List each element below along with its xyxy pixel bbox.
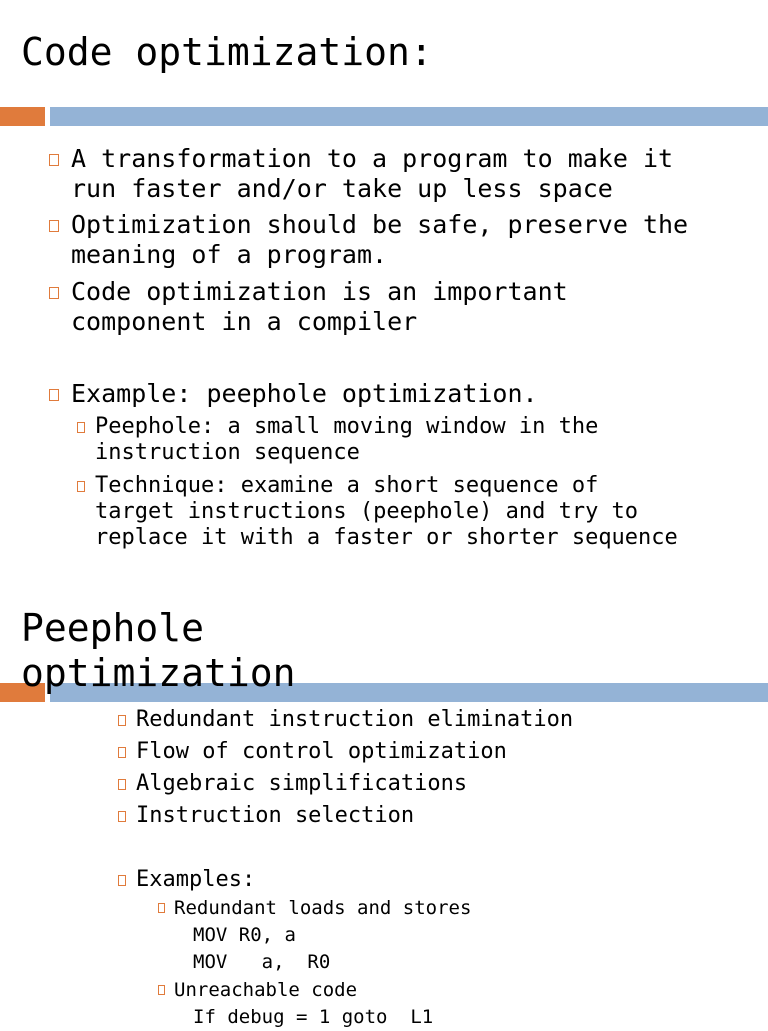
- sub-bullet-square-icon: [77, 481, 85, 492]
- slide1-bullet-1-line-2: run faster and/or take up less space: [71, 174, 613, 203]
- slide1-sub-bullet-2-line-2: target instructions (peephole) and try to: [95, 499, 639, 524]
- slide2-bullet-1: Redundant instruction elimination: [136, 707, 574, 732]
- slide1-accent-bar-blue: [50, 107, 768, 126]
- sub-bullet-square-icon: [77, 422, 85, 433]
- slide2-sub-bullet-1-label: Redundant loads and stores: [174, 897, 472, 919]
- bullet-square-icon: [118, 747, 126, 758]
- bullet-square-icon: [49, 389, 59, 401]
- slide2-bullet-4: Instruction selection: [136, 803, 415, 828]
- bullet-square-icon: [49, 154, 59, 166]
- slide2-title-line-1: Peephole: [21, 606, 205, 650]
- slide1-sub-bullet-2-line-3: replace it with a faster or shorter sequence: [95, 525, 678, 550]
- slide2-code-line-1: MOV R0, a: [193, 924, 296, 946]
- bullet-square-icon: [49, 287, 59, 299]
- slide1-bullet-2-line-2: meaning of a program.: [71, 240, 388, 269]
- slide1-bullet-3-line-1: Code optimization is an important: [71, 277, 568, 306]
- slide1-sub-bullet-1-line-1: Peephole: a small moving window in the: [95, 414, 599, 439]
- sub-bullet-square-icon: [158, 985, 165, 995]
- slide2-code-line-3: If debug = 1 goto L1: [193, 1006, 434, 1028]
- bullet-square-icon: [118, 875, 126, 886]
- slide2-sub-bullet-2-label: Unreachable code: [174, 979, 358, 1001]
- bullet-square-icon: [118, 779, 126, 790]
- slide1-title: Code optimization:: [21, 30, 433, 74]
- slide1-bullet-1-line-1: A transformation to a program to make it: [71, 144, 674, 173]
- slide1-sub-bullet-1-line-2: instruction sequence: [95, 440, 360, 465]
- slide1-bullet-2-line-1: Optimization should be safe, preserve the: [71, 210, 689, 239]
- slide2-bullet-5: Examples:: [136, 867, 256, 892]
- sub-bullet-square-icon: [158, 903, 165, 913]
- bullet-square-icon: [118, 811, 126, 822]
- bullet-square-icon: [118, 715, 126, 726]
- bullet-square-icon: [49, 220, 59, 232]
- slide1-sub-bullet-2-line-1: Technique: examine a short sequence of: [95, 473, 599, 498]
- slide2-code-line-2: MOV a, R0: [193, 951, 331, 973]
- slide1-accent-bar-orange: [0, 107, 45, 126]
- slide2-bullet-2: Flow of control optimization: [136, 739, 507, 764]
- slide2-title-line-2: optimization: [21, 651, 296, 695]
- slide1-bullet-3-line-2: component in a compiler: [71, 307, 418, 336]
- slide2-bullet-3: Algebraic simplifications: [136, 771, 468, 796]
- slide1-bullet-4-line-1: Example: peephole optimization.: [71, 379, 538, 408]
